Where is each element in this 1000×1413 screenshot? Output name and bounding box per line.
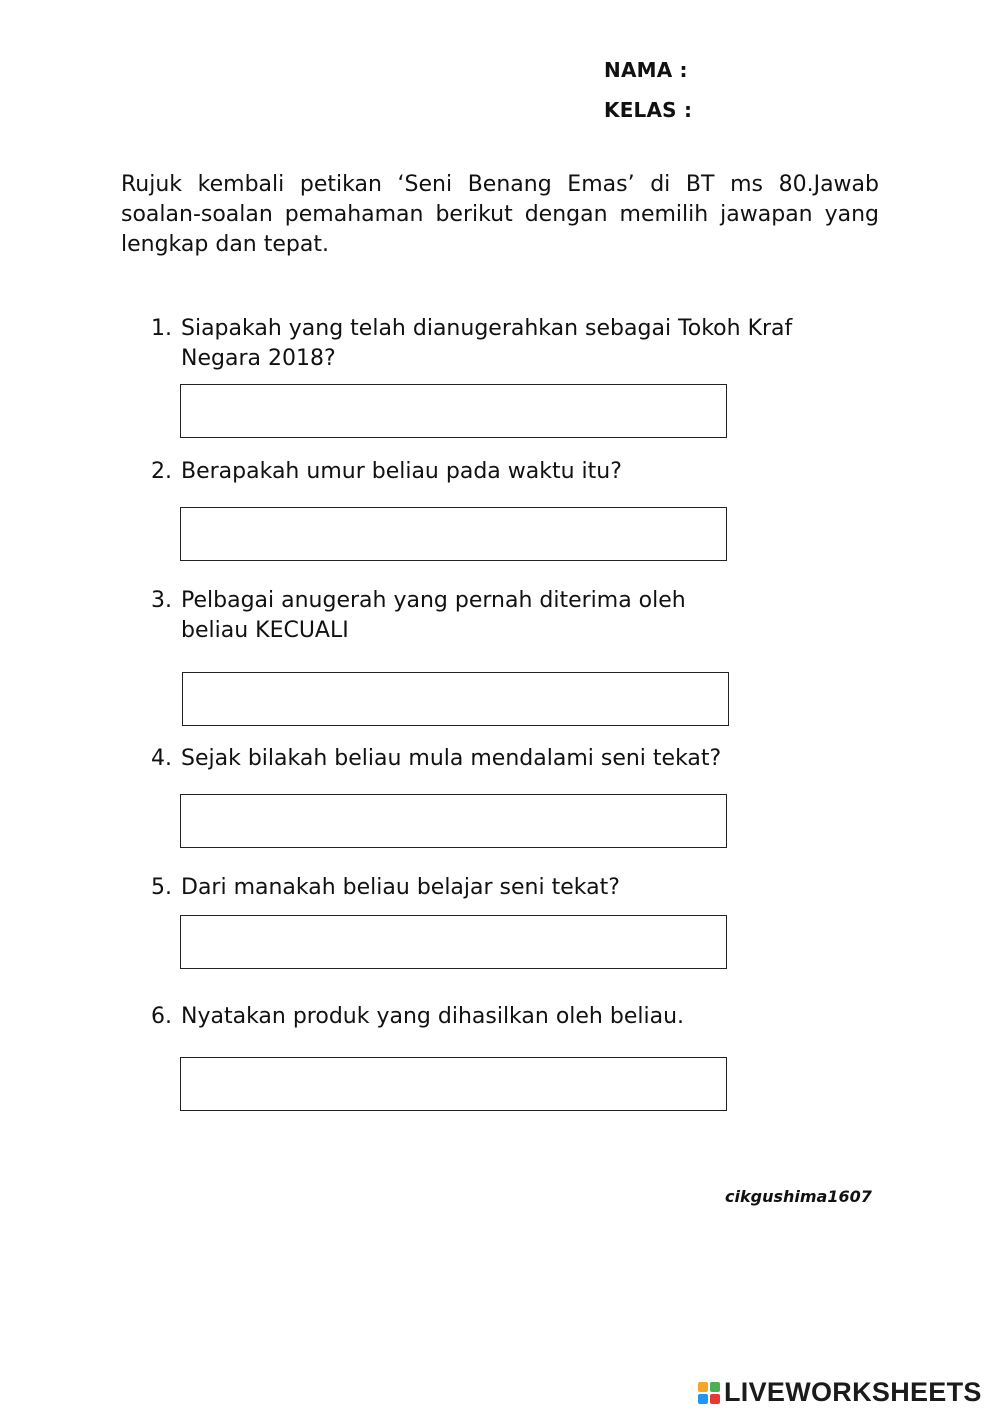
question-text: Sejak bilakah beliau mula mendalami seni tekat? [181,746,722,771]
question-text: Pelbagai anugerah yang pernah diterima oleh beliau KECUALI [181,588,686,643]
question-text: Siapakah yang telah dianugerahkan sebagai Tokoh Kraf Negara 2018? [181,316,793,371]
answer-input-5[interactable] [180,915,727,969]
question-text: Berapakah umur beliau pada waktu itu? [181,459,622,484]
liveworksheets-logo-icon [698,1382,720,1404]
question-5 [151,873,871,903]
liveworksheets-brand[interactable] [698,1377,982,1408]
question-number: 3. [151,588,172,613]
question-3 [151,586,751,646]
answer-input-3[interactable] [182,672,729,726]
kelas-label: KELAS : [604,98,693,122]
question-6 [151,1002,871,1032]
answer-input-1[interactable] [180,384,727,438]
brand-name: LIVEWORKSHEETS [724,1377,982,1407]
question-number: 1. [151,316,172,341]
answer-input-4[interactable] [180,794,727,848]
nama-label: NAMA : [604,58,688,82]
question-number: 4. [151,746,172,771]
answer-input-2[interactable] [180,507,727,561]
instructions-text: Rujuk kembali petikan ‘Seni Benang Emas’ di BT ms 80.Jawab soalan-soalan pemahaman berikut dengan memilih jawapan yang lengkap dan tepat. [121,172,879,257]
question-text: Nyatakan produk yang dihasilkan oleh beliau. [181,1004,685,1029]
question-1 [151,314,871,374]
question-number: 6. [151,1004,172,1029]
question-4 [151,744,871,774]
author-credit: cikgushima1607 [725,1187,872,1206]
answer-input-6[interactable] [180,1057,727,1111]
question-2 [151,457,871,487]
question-number: 5. [151,875,172,900]
question-number: 2. [151,459,172,484]
question-text: Dari manakah beliau belajar seni tekat? [181,875,620,900]
